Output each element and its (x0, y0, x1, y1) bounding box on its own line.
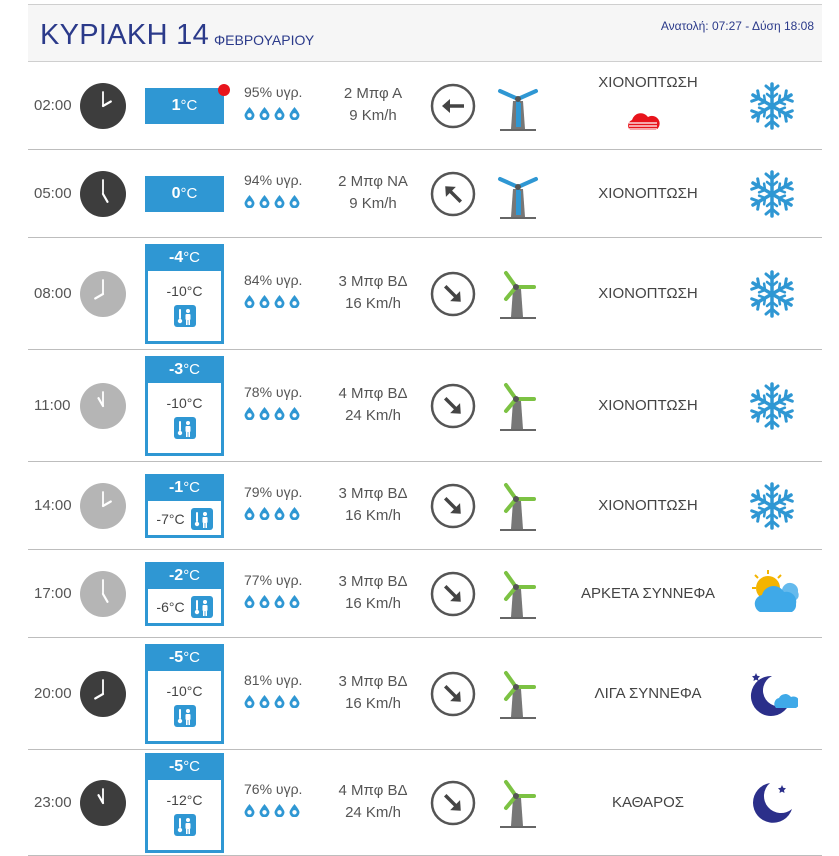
drop-icon (289, 595, 300, 611)
feels-like-value: -10°C (166, 683, 203, 699)
drop-icon (274, 804, 285, 820)
wind-beaufort: 4 Μπφ ΒΔ (338, 385, 408, 402)
temperature-unit: °C (183, 361, 201, 378)
drop-icon (244, 195, 255, 211)
wind-info (328, 271, 418, 315)
humidity (244, 781, 334, 820)
temperature-unit: °C (183, 567, 201, 584)
feels-like-value: -12°C (166, 792, 203, 808)
drop-icon (244, 507, 255, 523)
sun-cloud-icon (746, 568, 798, 620)
wind-direction-arrow-icon (430, 83, 476, 129)
forecast-time: 17:00 (34, 585, 72, 602)
clock-icon (80, 271, 126, 317)
forecast-time: 23:00 (34, 794, 72, 811)
drop-icon (274, 195, 285, 211)
forecast-time: 14:00 (34, 497, 72, 514)
humidity-value: 81% υγρ. (244, 672, 303, 688)
weather-description: ΧΙΟΝΟΠΤΩΣΗ (598, 74, 698, 91)
weather-description: ΛΙΓΑ ΣΥΝΝΕΦΑ (594, 685, 702, 702)
wind-beaufort: 3 Μπφ ΒΔ (338, 673, 408, 690)
drop-icon (289, 804, 300, 820)
humidity-value: 94% υγρ. (244, 172, 303, 188)
temperature-value: -2 (168, 567, 184, 584)
wind-info (328, 780, 418, 824)
drop-icon (289, 195, 300, 211)
day-header (28, 4, 822, 62)
clock-icon (80, 383, 126, 429)
humidity-drops (244, 107, 334, 123)
humidity (244, 384, 334, 423)
humidity-drops (244, 407, 334, 423)
wind-turbine-icon (496, 479, 540, 533)
humidity-value: 95% υγρ. (244, 84, 303, 100)
humidity (244, 672, 334, 711)
clock-icon (80, 483, 126, 529)
wind-direction-arrow-icon (430, 671, 476, 717)
forecast-time: 20:00 (34, 685, 72, 702)
wind-turbine-icon (496, 776, 540, 830)
temperature-value: -5 (168, 649, 184, 666)
drop-icon (259, 295, 270, 311)
feels-like-value: -10°C (166, 283, 203, 299)
wind-info (328, 671, 418, 715)
humidity-value: 76% υγρ. (244, 781, 303, 797)
wind-info (328, 383, 418, 427)
drop-icon (274, 407, 285, 423)
wind-direction-arrow-icon (430, 171, 476, 217)
drop-icon (274, 695, 285, 711)
weather-description: ΧΙΟΝΟΠΤΩΣΗ (598, 497, 698, 514)
forecast-row (28, 462, 822, 550)
forecast-row (28, 62, 822, 150)
temperature-card (145, 244, 224, 344)
temperature-card (145, 644, 224, 744)
forecast-row (28, 350, 822, 462)
drop-icon (259, 507, 270, 523)
wind-beaufort: 2 Μπφ ΝΑ (338, 173, 408, 190)
drop-icon (289, 407, 300, 423)
clock-icon (80, 83, 126, 129)
alert-dot (218, 84, 230, 96)
temperature-value: -5 (168, 758, 184, 775)
wind-info (328, 571, 418, 615)
wind-info (328, 483, 418, 527)
temperature-value: 1 (171, 97, 181, 114)
feels-like-person-icon (174, 814, 196, 836)
humidity-value: 84% υγρ. (244, 272, 303, 288)
wind-info (328, 83, 418, 127)
humidity-value: 78% υγρ. (244, 384, 303, 400)
forecast-time: 02:00 (34, 97, 72, 114)
feels-like-person-icon (174, 417, 196, 439)
feels-like-value: -6°C (156, 599, 185, 615)
wind-direction-arrow-icon (430, 571, 476, 617)
temperature-unit: °C (183, 249, 201, 266)
drop-icon (259, 595, 270, 611)
temperature-value: -1 (168, 479, 184, 496)
snowflake-icon (746, 168, 798, 220)
temperature-card (145, 562, 224, 626)
temperature-unit: °C (183, 758, 201, 775)
humidity-value: 77% υγρ. (244, 572, 303, 588)
wind-turbine-icon (496, 567, 540, 621)
temperature-card (145, 474, 224, 538)
feels-like-value: -7°C (156, 511, 185, 527)
wind-turbine-icon (496, 379, 540, 433)
wind-speed: 16 Km/h (345, 695, 401, 712)
wind-turbine-icon (496, 79, 540, 133)
wind-beaufort: 3 Μπφ ΒΔ (338, 273, 408, 290)
forecast-time: 08:00 (34, 285, 72, 302)
forecast-row (28, 750, 822, 856)
sunrise-sunset: Ανατολή: 07:27 - Δύση 18:08 (660, 19, 814, 33)
drop-icon (289, 107, 300, 123)
wind-beaufort: 3 Μπφ ΒΔ (338, 485, 408, 502)
snowflake-icon (746, 80, 798, 132)
wind-speed: 16 Km/h (345, 295, 401, 312)
day-title: ΚΥΡΙΑΚΗ 14 (40, 19, 210, 51)
forecast-time: 11:00 (34, 397, 71, 414)
drop-icon (259, 804, 270, 820)
wind-direction-arrow-icon (430, 271, 476, 317)
drop-icon (244, 407, 255, 423)
drop-icon (244, 295, 255, 311)
clock-icon (80, 571, 126, 617)
wind-speed: 24 Km/h (345, 407, 401, 424)
humidity-drops (244, 295, 334, 311)
drop-icon (244, 804, 255, 820)
temperature-value: -4 (168, 249, 184, 266)
drop-icon (259, 695, 270, 711)
temperature-card (145, 753, 224, 853)
temperature-box (145, 88, 224, 124)
feels-like-person-icon (191, 596, 213, 618)
wind-info (328, 171, 418, 215)
weather-description: ΚΑΘΑΡΟΣ (611, 794, 685, 811)
wind-direction-arrow-icon (430, 383, 476, 429)
moon-cloud-icon (746, 668, 798, 720)
drop-icon (274, 595, 285, 611)
weather-description: ΑΡΚΕΤΑ ΣΥΝΝΕΦΑ (581, 585, 715, 602)
humidity-drops (244, 695, 334, 711)
humidity (244, 172, 334, 211)
clock-icon (80, 671, 126, 717)
forecast-row (28, 638, 822, 750)
drop-icon (289, 695, 300, 711)
temperature-card (145, 356, 224, 456)
drop-icon (244, 107, 255, 123)
drop-icon (289, 295, 300, 311)
drop-icon (259, 195, 270, 211)
humidity-drops (244, 507, 334, 523)
forecast-row (28, 238, 822, 350)
clock-icon (80, 780, 126, 826)
humidity-drops (244, 804, 334, 820)
humidity (244, 272, 334, 311)
humidity-value: 79% υγρ. (244, 484, 303, 500)
wind-beaufort: 4 Μπφ ΒΔ (338, 782, 408, 799)
wind-beaufort: 2 Μπφ Α (343, 85, 403, 102)
temperature-unit: °C (180, 185, 198, 202)
weather-description: ΧΙΟΝΟΠΤΩΣΗ (598, 285, 698, 302)
wind-turbine-icon (496, 667, 540, 721)
humidity (244, 84, 334, 123)
humidity (244, 484, 334, 523)
weather-alert-icon (626, 110, 660, 132)
temperature-box (145, 176, 224, 212)
snowflake-icon (746, 268, 798, 320)
temperature-value: 0 (171, 185, 181, 202)
drop-icon (244, 595, 255, 611)
temperature-unit: °C (180, 97, 198, 114)
wind-speed: 9 Km/h (349, 107, 397, 124)
temperature-value: -3 (168, 361, 184, 378)
month-label: ΦΕΒΡΟΥΑΡΙΟΥ (214, 32, 315, 48)
humidity (244, 572, 334, 611)
drop-icon (244, 695, 255, 711)
wind-direction-arrow-icon (430, 483, 476, 529)
weather-description: ΧΙΟΝΟΠΤΩΣΗ (598, 185, 698, 202)
moon-icon (746, 777, 798, 829)
drop-icon (289, 507, 300, 523)
drop-icon (274, 107, 285, 123)
forecast-time: 05:00 (34, 185, 72, 202)
wind-beaufort: 3 Μπφ ΒΔ (338, 573, 408, 590)
wind-speed: 24 Km/h (345, 804, 401, 821)
wind-turbine-icon (496, 267, 540, 321)
snowflake-icon (746, 480, 798, 532)
temperature-unit: °C (183, 479, 201, 496)
feels-like-value: -10°C (166, 395, 203, 411)
wind-speed: 16 Km/h (345, 507, 401, 524)
feels-like-person-icon (174, 705, 196, 727)
humidity-drops (244, 595, 334, 611)
wind-speed: 9 Km/h (349, 195, 397, 212)
drop-icon (274, 295, 285, 311)
feels-like-person-icon (191, 508, 213, 530)
feels-like-person-icon (174, 305, 196, 327)
snowflake-icon (746, 380, 798, 432)
forecast-row (28, 150, 822, 238)
drop-icon (274, 507, 285, 523)
drop-icon (259, 407, 270, 423)
humidity-drops (244, 195, 334, 211)
forecast-row (28, 550, 822, 638)
wind-direction-arrow-icon (430, 780, 476, 826)
clock-icon (80, 171, 126, 217)
weather-description: ΧΙΟΝΟΠΤΩΣΗ (598, 397, 698, 414)
drop-icon (259, 107, 270, 123)
temperature-unit: °C (183, 649, 201, 666)
wind-turbine-icon (496, 167, 540, 221)
wind-speed: 16 Km/h (345, 595, 401, 612)
